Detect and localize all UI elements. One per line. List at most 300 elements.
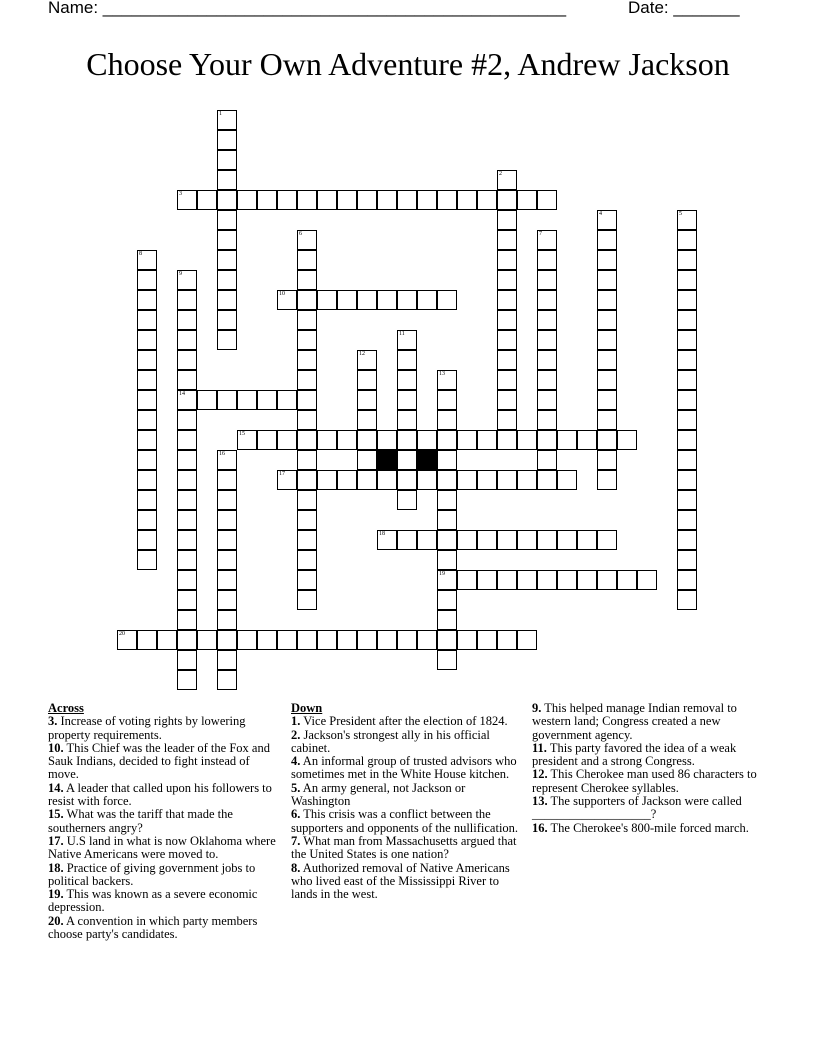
grid-cell[interactable] <box>297 290 317 310</box>
clue <box>532 822 768 835</box>
grid-cell[interactable] <box>257 190 277 210</box>
grid-cell[interactable] <box>177 570 197 590</box>
grid-cell[interactable] <box>217 570 237 590</box>
grid-cell[interactable] <box>177 370 197 390</box>
grid-cell[interactable] <box>297 590 317 610</box>
grid-cell[interactable] <box>677 390 697 410</box>
grid-cell[interactable] <box>437 370 457 390</box>
grid-cell[interactable] <box>437 630 457 650</box>
grid-cell[interactable] <box>137 490 157 510</box>
page-title: Choose Your Own Adventure #2, Andrew Jackson <box>86 46 730 82</box>
grid-cell[interactable] <box>357 190 377 210</box>
grid-cell[interactable] <box>157 630 177 650</box>
grid-cell[interactable] <box>297 410 317 430</box>
grid-cell[interactable] <box>517 630 537 650</box>
grid-cell[interactable] <box>297 330 317 350</box>
grid-cell[interactable] <box>417 470 437 490</box>
grid-cell[interactable] <box>317 630 337 650</box>
clue-text: What man from Massachusetts argued that the United States is one nation? <box>291 833 517 862</box>
grid-cell[interactable] <box>677 290 697 310</box>
grid-cell[interactable] <box>217 610 237 630</box>
clue-number-label: 13. <box>532 794 548 809</box>
grid-cell[interactable] <box>497 230 517 250</box>
grid-cell[interactable] <box>497 410 517 430</box>
grid-cell[interactable] <box>477 570 497 590</box>
grid-cell[interactable] <box>677 230 697 250</box>
grid-cell[interactable] <box>497 190 517 210</box>
grid-cell[interactable] <box>217 450 237 470</box>
clue-text: What was the tariff that made the southerners angry? <box>48 807 233 835</box>
grid-cell[interactable] <box>557 570 577 590</box>
grid-cell[interactable] <box>217 510 237 530</box>
grid-cell[interactable] <box>377 630 397 650</box>
grid-cell[interactable] <box>217 550 237 570</box>
across-clue-list <box>48 715 276 941</box>
clue-text: The Cherokee's 800-mile forced march. <box>547 820 749 835</box>
grid-cell[interactable] <box>537 370 557 390</box>
grid-cell[interactable] <box>537 470 557 490</box>
grid-cell[interactable] <box>677 550 697 570</box>
grid-cell[interactable] <box>177 190 197 210</box>
grid-cell[interactable] <box>517 470 537 490</box>
grid-cell[interactable] <box>457 470 477 490</box>
grid-cell[interactable] <box>137 430 157 450</box>
down-clue-list-2 <box>532 702 768 835</box>
grid-cell[interactable] <box>537 230 557 250</box>
grid-cell[interactable] <box>297 550 317 570</box>
grid-cell[interactable] <box>597 530 617 550</box>
grid-cell[interactable] <box>497 390 517 410</box>
clue-number: 14 <box>179 391 185 397</box>
grid-cell[interactable] <box>617 570 637 590</box>
grid-cell[interactable] <box>317 470 337 490</box>
grid-cell[interactable] <box>177 470 197 490</box>
grid-cell[interactable] <box>597 370 617 390</box>
grid-cell[interactable] <box>677 250 697 270</box>
grid-cell[interactable] <box>597 450 617 470</box>
grid-cell[interactable] <box>137 630 157 650</box>
grid-cell[interactable] <box>177 550 197 570</box>
grid-cell[interactable] <box>317 290 337 310</box>
grid-cell[interactable] <box>637 570 657 590</box>
grid-cell[interactable] <box>437 470 457 490</box>
grid-cell[interactable] <box>517 190 537 210</box>
grid-cell[interactable] <box>497 330 517 350</box>
grid-cell[interactable] <box>497 430 517 450</box>
grid-cell[interactable] <box>597 250 617 270</box>
grid-cell[interactable] <box>677 450 697 470</box>
clue-number-label: 6. <box>291 807 301 822</box>
grid-cell[interactable] <box>217 210 237 230</box>
grid-cell[interactable] <box>397 470 417 490</box>
clue-number-label: 5. <box>291 780 301 795</box>
grid-cell[interactable] <box>437 510 457 530</box>
grid-cell[interactable] <box>297 350 317 370</box>
grid-cell[interactable] <box>217 230 237 250</box>
grid-cell[interactable] <box>117 630 137 650</box>
grid-cell[interactable] <box>457 430 477 450</box>
clue-number: 10 <box>279 291 285 297</box>
grid-cell[interactable] <box>277 630 297 650</box>
grid-cell[interactable] <box>497 370 517 390</box>
grid-cell[interactable] <box>537 410 557 430</box>
grid-cell[interactable] <box>497 350 517 370</box>
clue-number-label: 15. <box>48 807 64 822</box>
grid-cell[interactable] <box>537 390 557 410</box>
grid-cell[interactable] <box>217 530 237 550</box>
grid-cell[interactable] <box>217 170 237 190</box>
grid-cell[interactable] <box>417 530 437 550</box>
grid-cell[interactable] <box>317 430 337 450</box>
grid-cell[interactable] <box>377 470 397 490</box>
grid-cell[interactable] <box>597 570 617 590</box>
clue-number-label: 9. <box>532 701 542 715</box>
grid-cell[interactable] <box>137 450 157 470</box>
grid-cell[interactable] <box>477 430 497 450</box>
grid-cell[interactable] <box>357 410 377 430</box>
grid-cell[interactable] <box>177 310 197 330</box>
grid-cell[interactable] <box>677 210 697 230</box>
grid-cell[interactable] <box>257 630 277 650</box>
clue-number-label: 1. <box>291 714 301 729</box>
grid-cell[interactable] <box>397 490 417 510</box>
grid-cell[interactable] <box>337 190 357 210</box>
grid-cell[interactable] <box>397 450 417 470</box>
grid-cell[interactable] <box>597 290 617 310</box>
grid-cell[interactable] <box>137 390 157 410</box>
grid-cell[interactable] <box>137 370 157 390</box>
across-clues <box>48 702 276 941</box>
grid-cell[interactable] <box>357 290 377 310</box>
grid-cell[interactable] <box>677 330 697 350</box>
grid-cell[interactable] <box>497 210 517 230</box>
grid-cell[interactable] <box>177 650 197 670</box>
grid-cell[interactable] <box>177 630 197 650</box>
grid-cell[interactable] <box>597 470 617 490</box>
grid-cell[interactable] <box>497 530 517 550</box>
grid-cell[interactable] <box>297 270 317 290</box>
grid-cell[interactable] <box>437 550 457 570</box>
grid-cell[interactable] <box>137 250 157 270</box>
grid-cell[interactable] <box>517 430 537 450</box>
grid-cell[interactable] <box>457 570 477 590</box>
grid-cell[interactable] <box>277 390 297 410</box>
grid-cell[interactable] <box>337 430 357 450</box>
grid-cell[interactable] <box>537 570 557 590</box>
grid-cell[interactable] <box>597 270 617 290</box>
clue-number: 8 <box>139 251 142 257</box>
grid-cell[interactable] <box>537 270 557 290</box>
clue-text: Increase of voting rights by lowering property requirements. <box>48 714 246 742</box>
grid-cell[interactable] <box>397 350 417 370</box>
grid-cell[interactable] <box>417 630 437 650</box>
grid-cell[interactable] <box>197 390 217 410</box>
grid-cell[interactable] <box>497 270 517 290</box>
grid-cell[interactable] <box>537 350 557 370</box>
grid-cell[interactable] <box>237 630 257 650</box>
grid-cell[interactable] <box>177 430 197 450</box>
grid-cell[interactable] <box>297 470 317 490</box>
grid-cell[interactable] <box>297 630 317 650</box>
grid-cell[interactable] <box>497 290 517 310</box>
grid-cell[interactable] <box>497 470 517 490</box>
grid-cell[interactable] <box>677 490 697 510</box>
grid-cell[interactable] <box>177 590 197 610</box>
clue-number-label: 10. <box>48 740 64 755</box>
grid-cell[interactable] <box>437 610 457 630</box>
grid-cell[interactable] <box>677 570 697 590</box>
grid-cell[interactable] <box>177 610 197 630</box>
grid-cell[interactable] <box>137 330 157 350</box>
grid-cell[interactable] <box>457 630 477 650</box>
clue-number: 5 <box>679 211 682 217</box>
grid-cell[interactable] <box>337 290 357 310</box>
grid-cell[interactable] <box>397 390 417 410</box>
grid-cell[interactable] <box>417 290 437 310</box>
grid-cell[interactable] <box>517 530 537 550</box>
grid-cell[interactable] <box>177 510 197 530</box>
grid-cell[interactable] <box>497 630 517 650</box>
grid-cell[interactable] <box>317 190 337 210</box>
grid-cell[interactable] <box>357 630 377 650</box>
grid-cell[interactable] <box>237 430 257 450</box>
grid-cell[interactable] <box>297 250 317 270</box>
name-line: Name: _________________________________________________ <box>48 0 567 17</box>
grid-cell[interactable] <box>397 430 417 450</box>
grid-cell[interactable] <box>337 470 357 490</box>
grid-cell[interactable] <box>437 590 457 610</box>
clue <box>48 862 276 889</box>
grid-cell[interactable] <box>437 390 457 410</box>
grid-cell[interactable] <box>217 330 237 350</box>
grid-cell[interactable] <box>217 130 237 150</box>
grid-cell[interactable] <box>237 390 257 410</box>
clue-text: U.S land in what is now Oklahoma where Native Americans were moved to. <box>48 833 276 862</box>
grid-cell[interactable] <box>677 310 697 330</box>
grid-cell[interactable] <box>517 570 537 590</box>
grid-cell[interactable] <box>217 290 237 310</box>
grid-cell[interactable] <box>497 570 517 590</box>
grid-cell[interactable] <box>557 530 577 550</box>
grid-cell[interactable] <box>377 190 397 210</box>
grid-cell[interactable] <box>677 270 697 290</box>
grid-cell[interactable] <box>137 290 157 310</box>
clue-number: 7 <box>539 231 542 237</box>
grid-cell[interactable] <box>677 370 697 390</box>
grid-cell[interactable] <box>377 290 397 310</box>
grid-cell[interactable] <box>677 510 697 530</box>
grid-cell[interactable] <box>217 670 237 690</box>
grid-cell[interactable] <box>297 450 317 470</box>
grid-cell[interactable] <box>257 390 277 410</box>
grid-cell[interactable] <box>537 530 557 550</box>
grid-cell[interactable] <box>197 630 217 650</box>
grid-cell[interactable] <box>397 410 417 430</box>
grid-cell[interactable] <box>597 330 617 350</box>
grid-cell[interactable] <box>277 430 297 450</box>
grid-cell[interactable] <box>397 370 417 390</box>
grid-cell[interactable] <box>297 310 317 330</box>
grid-cell[interactable] <box>457 530 477 550</box>
grid-cell[interactable] <box>677 470 697 490</box>
clue-number: 2 <box>499 171 502 177</box>
grid-cell[interactable] <box>177 490 197 510</box>
grid-cell[interactable] <box>277 290 297 310</box>
grid-cell[interactable] <box>357 430 377 450</box>
grid-cell[interactable] <box>237 190 257 210</box>
grid-cell[interactable] <box>297 190 317 210</box>
grid-cell[interactable] <box>597 430 617 450</box>
grid-cell[interactable] <box>177 330 197 350</box>
grid-cell[interactable] <box>597 310 617 330</box>
grid-cell[interactable] <box>397 330 417 350</box>
grid-cell[interactable] <box>137 410 157 430</box>
grid-cell[interactable] <box>677 590 697 610</box>
grid-cell[interactable] <box>137 530 157 550</box>
grid-cell[interactable] <box>217 250 237 270</box>
grid-cell[interactable] <box>277 190 297 210</box>
grid-cell[interactable] <box>497 250 517 270</box>
grid-cell[interactable] <box>437 650 457 670</box>
grid-cell[interactable] <box>217 630 237 650</box>
grid-cell[interactable] <box>577 530 597 550</box>
grid-cell[interactable] <box>417 190 437 210</box>
grid-cell[interactable] <box>177 270 197 290</box>
grid-cell[interactable] <box>437 290 457 310</box>
grid-cell[interactable] <box>577 430 597 450</box>
grid-cell[interactable] <box>217 190 237 210</box>
grid-cell[interactable] <box>537 190 557 210</box>
clue-text: This Chief was the leader of the Fox and Sauk Indians, decided to fight instead of move. <box>48 740 270 782</box>
clue-text: Jackson's strongest ally in his official cabinet. <box>291 727 490 755</box>
grid-cell[interactable] <box>137 350 157 370</box>
grid-cell[interactable] <box>177 530 197 550</box>
grid-cell[interactable] <box>477 470 497 490</box>
down-clues-continued <box>532 702 768 835</box>
grid-cell[interactable] <box>297 390 317 410</box>
grid-cell[interactable] <box>597 350 617 370</box>
grid-cell[interactable] <box>437 530 457 550</box>
grid-cell[interactable] <box>617 430 637 450</box>
grid-cell[interactable] <box>397 190 417 210</box>
grid-cell[interactable] <box>397 290 417 310</box>
grid-cell[interactable] <box>177 450 197 470</box>
grid-cell[interactable] <box>217 150 237 170</box>
grid-cell[interactable] <box>297 430 317 450</box>
grid-cell[interactable] <box>677 410 697 430</box>
clue-number: 6 <box>299 231 302 237</box>
clue <box>291 755 527 782</box>
grid-cell[interactable] <box>417 430 437 450</box>
grid-cell[interactable] <box>297 370 317 390</box>
grid-cell[interactable] <box>297 490 317 510</box>
grid-cell[interactable] <box>597 230 617 250</box>
grid-cell[interactable] <box>357 390 377 410</box>
grid-cell[interactable] <box>437 450 457 470</box>
grid-cell[interactable] <box>297 530 317 550</box>
grid-cell[interactable] <box>437 490 457 510</box>
grid-cell[interactable] <box>337 630 357 650</box>
grid-cell[interactable] <box>377 530 397 550</box>
grid-cell[interactable] <box>357 470 377 490</box>
grid-cell[interactable] <box>557 470 577 490</box>
grid-cell[interactable] <box>177 390 197 410</box>
grid-cell[interactable] <box>537 290 557 310</box>
grid-cell[interactable] <box>437 190 457 210</box>
grid-cell[interactable] <box>677 530 697 550</box>
grid-cell[interactable] <box>217 490 237 510</box>
clue <box>291 808 527 835</box>
grid-cell[interactable] <box>137 310 157 330</box>
grid-cell[interactable] <box>137 470 157 490</box>
grid-cell[interactable] <box>217 270 237 290</box>
grid-cell[interactable] <box>217 650 237 670</box>
grid-cell[interactable] <box>397 530 417 550</box>
grid-cell[interactable] <box>577 570 597 590</box>
grid-cell[interactable] <box>177 670 197 690</box>
grid-cell[interactable] <box>537 310 557 330</box>
grid-cell[interactable] <box>677 430 697 450</box>
grid-cell[interactable] <box>597 390 617 410</box>
grid-cell[interactable] <box>377 430 397 450</box>
grid-cell[interactable] <box>217 310 237 330</box>
grid-cell[interactable] <box>357 350 377 370</box>
date-line: Date: _______ <box>628 0 740 17</box>
grid-cell[interactable] <box>297 510 317 530</box>
grid-cell[interactable] <box>597 410 617 430</box>
grid-cell[interactable] <box>257 430 277 450</box>
grid-cell[interactable] <box>397 630 417 650</box>
grid-cell[interactable] <box>297 230 317 250</box>
grid-cell[interactable] <box>597 210 617 230</box>
grid-cell[interactable] <box>497 310 517 330</box>
grid-cell[interactable] <box>437 410 457 430</box>
clue <box>291 835 527 862</box>
grid-cell[interactable] <box>437 570 457 590</box>
grid-cell[interactable] <box>477 630 497 650</box>
grid-cell[interactable] <box>177 350 197 370</box>
grid-cell[interactable] <box>537 430 557 450</box>
grid-cell[interactable] <box>277 470 297 490</box>
grid-cell[interactable] <box>537 330 557 350</box>
clue-text: A convention in which party members choose party's candidates. <box>48 913 258 942</box>
grid-cell[interactable] <box>357 450 377 470</box>
grid-cell[interactable] <box>137 550 157 570</box>
grid-cell[interactable] <box>217 470 237 490</box>
grid-cell[interactable] <box>217 390 237 410</box>
grid-cell[interactable] <box>477 190 497 210</box>
black-cell <box>377 450 397 470</box>
grid-cell[interactable] <box>477 530 497 550</box>
grid-cell[interactable] <box>217 110 237 130</box>
grid-cell[interactable] <box>137 270 157 290</box>
grid-cell[interactable] <box>137 510 157 530</box>
grid-cell[interactable] <box>437 430 457 450</box>
grid-cell[interactable] <box>357 370 377 390</box>
grid-cell[interactable] <box>537 450 557 470</box>
grid-cell[interactable] <box>177 290 197 310</box>
grid-cell[interactable] <box>677 350 697 370</box>
grid-cell[interactable] <box>297 570 317 590</box>
clue-text: An army general, not Jackson or Washington <box>291 780 466 809</box>
grid-cell[interactable] <box>557 430 577 450</box>
grid-cell[interactable] <box>497 170 517 190</box>
grid-cell[interactable] <box>457 190 477 210</box>
grid-cell[interactable] <box>537 250 557 270</box>
grid-cell[interactable] <box>217 590 237 610</box>
grid-cell[interactable] <box>197 190 217 210</box>
grid-cell[interactable] <box>177 410 197 430</box>
